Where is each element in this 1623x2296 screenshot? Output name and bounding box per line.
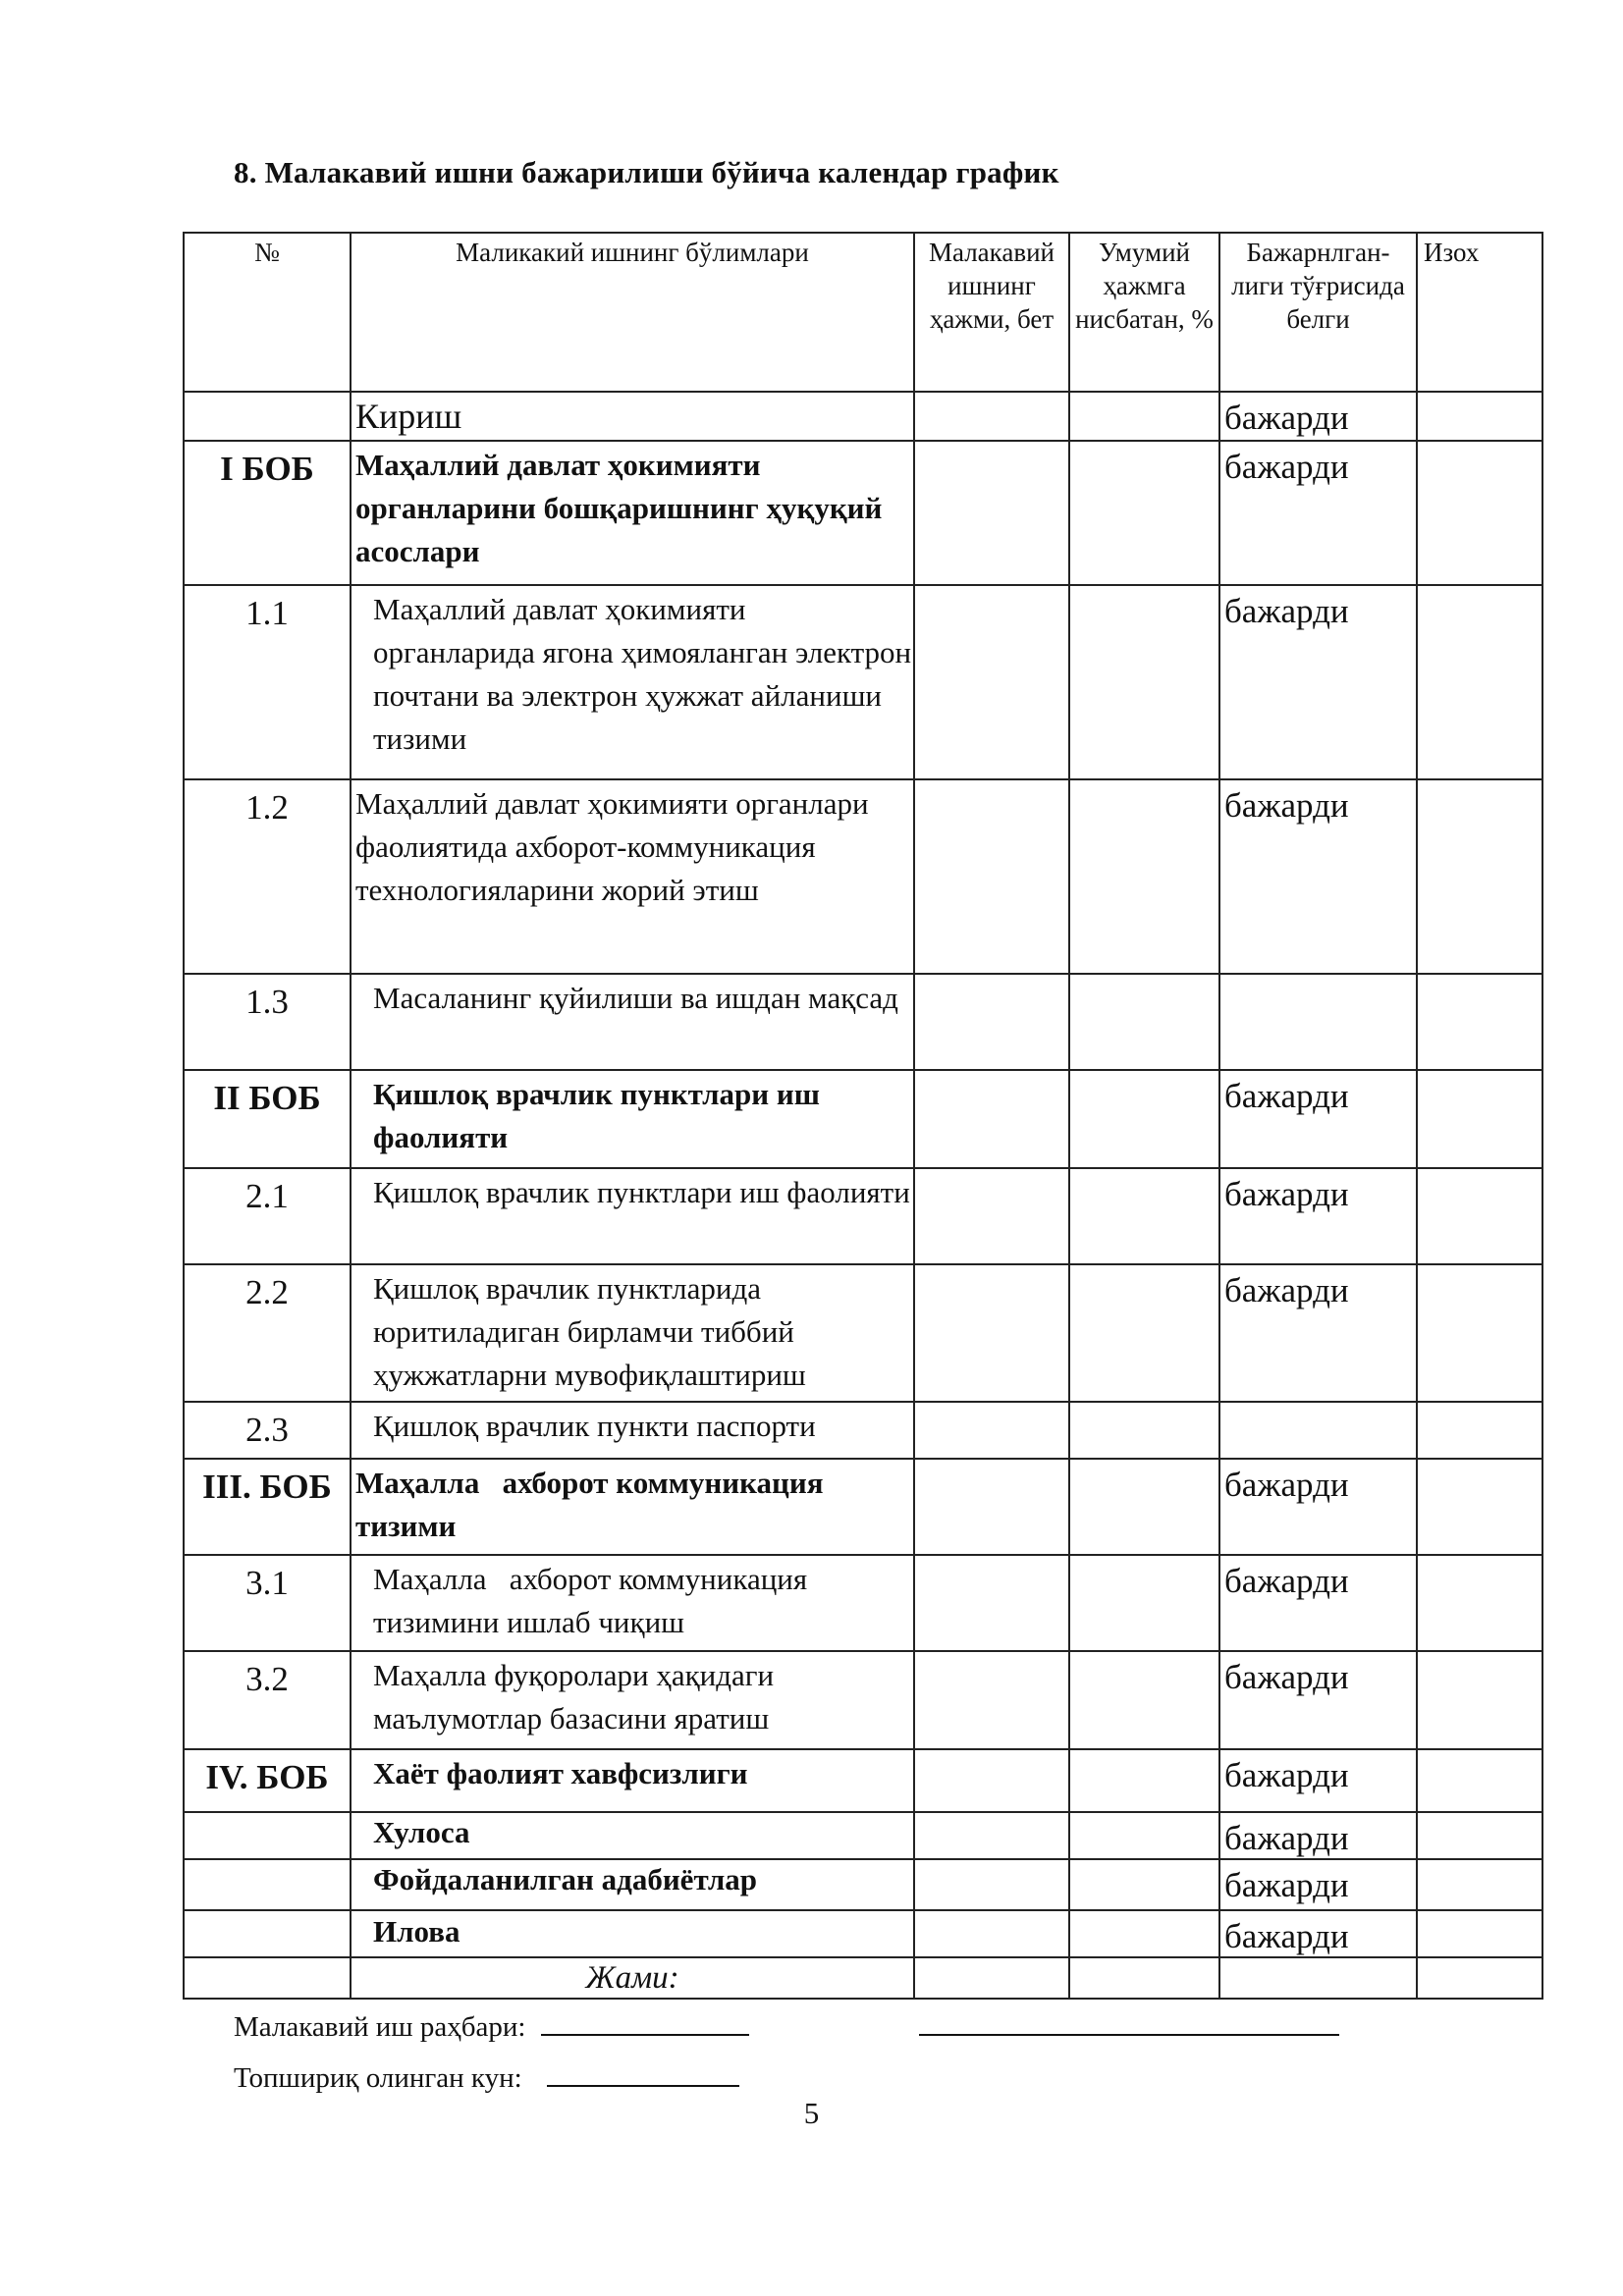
table-row bbox=[184, 1910, 1542, 1957]
row-mark: бажарди bbox=[1219, 1651, 1417, 1749]
row-note bbox=[1417, 1070, 1542, 1168]
row-note bbox=[1417, 1910, 1542, 1957]
row-percent bbox=[1069, 1910, 1219, 1957]
row-number: 2.2 bbox=[184, 1264, 351, 1402]
row-volume bbox=[914, 1859, 1069, 1910]
table-row bbox=[184, 1264, 1542, 1402]
total-number-cell bbox=[184, 1957, 351, 1999]
page-number: 5 bbox=[803, 2096, 820, 2130]
row-section: Фойдаланилган адабиётлар bbox=[351, 1859, 914, 1910]
row-number: 3.1 bbox=[184, 1555, 351, 1651]
row-note bbox=[1417, 974, 1542, 1070]
header-note: Изох bbox=[1417, 233, 1542, 392]
row-volume bbox=[914, 1459, 1069, 1555]
table-row bbox=[184, 1749, 1542, 1812]
row-mark: бажарди bbox=[1219, 585, 1417, 779]
total-note bbox=[1417, 1957, 1542, 1999]
row-mark: бажарди bbox=[1219, 1459, 1417, 1555]
row-note bbox=[1417, 1749, 1542, 1812]
row-number: IV. БОБ bbox=[184, 1749, 351, 1812]
row-mark bbox=[1219, 1402, 1417, 1459]
total-mark bbox=[1219, 1957, 1417, 1999]
date-blank bbox=[547, 2061, 739, 2087]
row-mark: бажарди bbox=[1219, 1168, 1417, 1264]
row-percent bbox=[1069, 1859, 1219, 1910]
header-num: № bbox=[184, 233, 351, 392]
row-section: Маҳалла ахборот коммуникация тизимини ишлаб чиқиш bbox=[351, 1555, 914, 1651]
table-row bbox=[184, 1859, 1542, 1910]
signature-line bbox=[919, 2010, 1339, 2044]
row-section: Қишлоқ врачлик пунктларида юритиладиган бирламчи тиббий ҳужжатларни мувофиқлаштириш bbox=[351, 1264, 914, 1402]
row-volume bbox=[914, 974, 1069, 1070]
row-volume bbox=[914, 1402, 1069, 1459]
row-volume bbox=[914, 1264, 1069, 1402]
row-percent bbox=[1069, 779, 1219, 974]
row-volume bbox=[914, 441, 1069, 585]
table-row bbox=[184, 1812, 1542, 1859]
table-row bbox=[184, 974, 1542, 1070]
row-section: Масаланинг қуйилиши ва ишдан мақсад bbox=[351, 974, 914, 1070]
row-percent bbox=[1069, 1402, 1219, 1459]
signature-blank bbox=[919, 2010, 1339, 2036]
table-row bbox=[184, 1070, 1542, 1168]
row-note bbox=[1417, 441, 1542, 585]
table-row bbox=[184, 1555, 1542, 1651]
table-row bbox=[184, 779, 1542, 974]
row-mark: бажарди bbox=[1219, 1070, 1417, 1168]
table-row bbox=[184, 392, 1542, 441]
row-number: I БОБ bbox=[184, 441, 351, 585]
row-percent bbox=[1069, 441, 1219, 585]
row-number: 1.2 bbox=[184, 779, 351, 974]
row-note bbox=[1417, 1651, 1542, 1749]
row-section: Кириш bbox=[351, 392, 914, 441]
row-volume bbox=[914, 392, 1069, 441]
row-percent bbox=[1069, 1555, 1219, 1651]
supervisor-name-blank bbox=[541, 2010, 749, 2036]
row-percent bbox=[1069, 1749, 1219, 1812]
header-sections: Маликакий ишнинг бўлимлари bbox=[351, 233, 914, 392]
row-mark: бажарди bbox=[1219, 1910, 1417, 1957]
row-note bbox=[1417, 1264, 1542, 1402]
row-percent bbox=[1069, 392, 1219, 441]
total-row bbox=[184, 1957, 1542, 1999]
row-percent bbox=[1069, 1459, 1219, 1555]
row-volume bbox=[914, 1555, 1069, 1651]
row-note bbox=[1417, 1459, 1542, 1555]
row-percent bbox=[1069, 974, 1219, 1070]
row-section: Қишлоқ врачлик пунктлари иш фаолияти bbox=[351, 1070, 914, 1168]
page-title: 8. Малакавий ишни бажарилиши бўйича календар график bbox=[234, 155, 1059, 189]
row-percent bbox=[1069, 585, 1219, 779]
row-note bbox=[1417, 585, 1542, 779]
row-note bbox=[1417, 392, 1542, 441]
row-mark: бажарди bbox=[1219, 1812, 1417, 1859]
table-row bbox=[184, 1651, 1542, 1749]
row-mark: бажарди bbox=[1219, 1264, 1417, 1402]
row-mark: бажарди bbox=[1219, 1749, 1417, 1812]
header-done: Бажарнлган-лиги тўғрисида белги bbox=[1219, 233, 1417, 392]
row-number: 1.3 bbox=[184, 974, 351, 1070]
row-volume bbox=[914, 1168, 1069, 1264]
table-row bbox=[184, 585, 1542, 779]
row-mark: бажарди bbox=[1219, 1859, 1417, 1910]
row-percent bbox=[1069, 1070, 1219, 1168]
row-section: Илова bbox=[351, 1910, 914, 1957]
row-section: Маҳаллий давлат ҳокимияти органларида ягона ҳимояланган электрон почтани ва электрон ҳужжат айланиши тизими bbox=[351, 585, 914, 779]
header-volume: Малакавий ишнинг ҳажми, бет bbox=[914, 233, 1069, 392]
row-section: Маҳалла фуқоролари ҳақидаги маълумотлар базасини яратиш bbox=[351, 1651, 914, 1749]
row-section: Қишлоқ врачлик пунктлари иш фаолияти bbox=[351, 1168, 914, 1264]
row-volume bbox=[914, 1812, 1069, 1859]
row-note bbox=[1417, 779, 1542, 974]
row-section: Маҳаллий давлат ҳокимияти органлари фаолиятида ахборот-коммуникация технологияларини жорий этиш bbox=[351, 779, 914, 974]
date-label: Топшириқ олинган кун: bbox=[234, 2062, 522, 2094]
row-number bbox=[184, 392, 351, 441]
row-number bbox=[184, 1910, 351, 1957]
row-volume bbox=[914, 585, 1069, 779]
row-percent bbox=[1069, 1812, 1219, 1859]
row-mark bbox=[1219, 974, 1417, 1070]
row-note bbox=[1417, 1402, 1542, 1459]
row-note bbox=[1417, 1859, 1542, 1910]
row-number: 2.3 bbox=[184, 1402, 351, 1459]
row-volume bbox=[914, 1651, 1069, 1749]
row-note bbox=[1417, 1168, 1542, 1264]
row-section: Хаёт фаолият хавфсизлиги bbox=[351, 1749, 914, 1812]
row-section: Қишлоқ врачлик пункти паспорти bbox=[351, 1402, 914, 1459]
row-section: Маҳалла ахборот коммуникация тизими bbox=[351, 1459, 914, 1555]
row-percent bbox=[1069, 1264, 1219, 1402]
table-header-row bbox=[184, 233, 1542, 392]
row-number: 1.1 bbox=[184, 585, 351, 779]
supervisor-line bbox=[234, 2010, 749, 2044]
table-row bbox=[184, 441, 1542, 585]
row-section: Маҳаллий давлат ҳокимияти органларини бошқаришнинг ҳуқуқий асослари bbox=[351, 441, 914, 585]
row-volume bbox=[914, 779, 1069, 974]
row-number: 2.1 bbox=[184, 1168, 351, 1264]
table-row bbox=[184, 1402, 1542, 1459]
total-label: Жами: bbox=[351, 1957, 914, 1999]
row-volume bbox=[914, 1749, 1069, 1812]
table-row bbox=[184, 1168, 1542, 1264]
row-number: 3.2 bbox=[184, 1651, 351, 1749]
row-section: Хулоса bbox=[351, 1812, 914, 1859]
row-mark: бажарди bbox=[1219, 1555, 1417, 1651]
row-number: II БОБ bbox=[184, 1070, 351, 1168]
calendar-table bbox=[183, 232, 1543, 2000]
row-mark: бажарди bbox=[1219, 441, 1417, 585]
date-line bbox=[234, 2061, 739, 2095]
total-percent bbox=[1069, 1957, 1219, 1999]
table-row bbox=[184, 1459, 1542, 1555]
row-mark: бажарди bbox=[1219, 392, 1417, 441]
row-volume bbox=[914, 1070, 1069, 1168]
row-volume bbox=[914, 1910, 1069, 1957]
row-number: III. БОБ bbox=[184, 1459, 351, 1555]
row-percent bbox=[1069, 1168, 1219, 1264]
supervisor-label: Малакавий иш раҳбари: bbox=[234, 2011, 526, 2043]
row-mark: бажарди bbox=[1219, 779, 1417, 974]
header-percent: Умумий ҳажмга нисбатан, % bbox=[1069, 233, 1219, 392]
row-note bbox=[1417, 1812, 1542, 1859]
row-note bbox=[1417, 1555, 1542, 1651]
row-number bbox=[184, 1812, 351, 1859]
row-number bbox=[184, 1859, 351, 1910]
row-percent bbox=[1069, 1651, 1219, 1749]
total-volume bbox=[914, 1957, 1069, 1999]
